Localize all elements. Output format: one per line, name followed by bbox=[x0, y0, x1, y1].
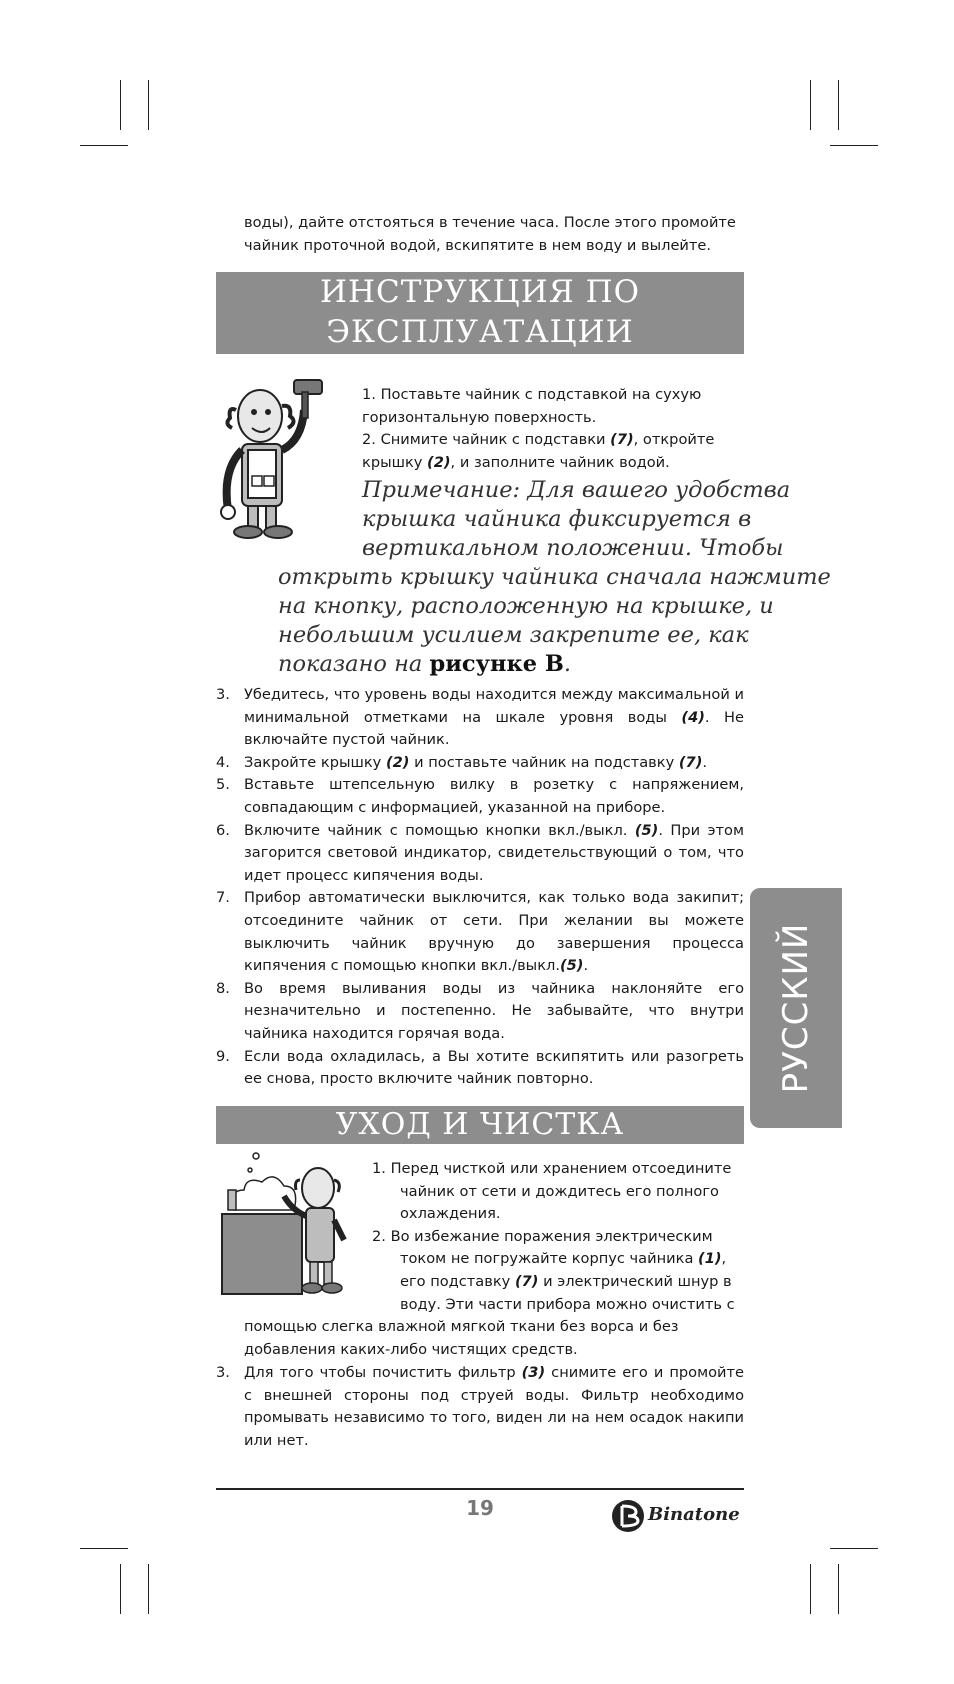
note-line-5: на кнопку, расположенную на крышке, и bbox=[278, 593, 774, 619]
clean-2-line-c: его подставку (7) и электрический шнур в bbox=[400, 1272, 732, 1290]
section-title-operation bbox=[216, 272, 744, 354]
brand-logo-icon bbox=[608, 1496, 648, 1536]
list-item: 5. Вставьте штепсельную вилку в розетку с напряжением, совпадающим с информацией, указанной на приборе. bbox=[216, 776, 744, 816]
list-item: 9. Если вода охладилась, а Вы хотите вскипятить или разогреть ее снова, просто включите чайник повторно. bbox=[216, 1047, 744, 1088]
section-title-line-1: ИНСТРУКЦИЯ ПО bbox=[319, 274, 641, 310]
list-item: 3. Для того чтобы почистить фильтр (3) снимите его и промойте с внешней стороны под струей воды. Фильтр необходимо промывать независимо то того, виден ли на нем осадок накипи или нет. bbox=[216, 1364, 744, 1449]
brand-logo bbox=[608, 1496, 748, 1536]
crop-mark bbox=[830, 145, 878, 146]
intro-line-2: чайник проточной водой, вскипятите в нем воду и вылейте. bbox=[244, 236, 712, 254]
language-tab bbox=[750, 888, 842, 1128]
list-item: 6. Включите чайник с помощью кнопки вкл./выкл. (5). При этом загорится световой индикатор, свидетельствующий о том, что идет процесс кипячения воды. bbox=[216, 821, 744, 884]
section-title-line-2: ЭКСПЛУАТАЦИИ bbox=[326, 314, 634, 350]
note-line-7: показано на рисунке В. bbox=[278, 651, 572, 677]
intro-paragraph bbox=[244, 212, 744, 257]
clean-2-line-d: воду. Эти части прибора можно очистить с bbox=[400, 1295, 735, 1313]
cleaning-step-2-continued bbox=[244, 1316, 744, 1361]
list-item: 4. Закройте крышку (2) и поставьте чайник на подставку (7). bbox=[216, 753, 708, 771]
steps-list bbox=[216, 684, 744, 1091]
crop-mark bbox=[838, 80, 839, 130]
step-1-line-b: горизонтальную поверхность. bbox=[362, 408, 597, 426]
cleaning-steps-list bbox=[216, 1362, 744, 1452]
crop-mark bbox=[830, 1548, 878, 1549]
note-line-6: небольшим усилием закрепите ее, как bbox=[278, 622, 749, 648]
note-line-1: Примечание: Для вашего удобства bbox=[362, 477, 791, 503]
clean-1-line-b: чайник от сети и дождитесь его полного bbox=[400, 1182, 719, 1200]
clean-2-line-b: током не погружайте корпус чайника (1), bbox=[400, 1250, 727, 1268]
cleaning-steps-1-2 bbox=[372, 1158, 744, 1316]
clean-2-line-e: помощью слегка влажной мягкой ткани без ворса и без bbox=[244, 1318, 679, 1335]
list-item: 8. Во время выливания воды из чайника наклоняйте его незначительно и постепенно. Не забывайте, что внутри чайника находится горячая вода. bbox=[216, 979, 744, 1042]
crop-mark bbox=[810, 1564, 811, 1614]
cleaning-kettle-illustration bbox=[214, 1150, 354, 1300]
crop-mark bbox=[120, 1564, 121, 1614]
crop-mark bbox=[148, 80, 149, 130]
clean-2-line-f: добавления каких-либо чистящих средств. bbox=[244, 1340, 578, 1358]
crop-mark bbox=[80, 145, 128, 146]
clean-2-line-a: 2. Во избежание поражения электрическим bbox=[372, 1227, 713, 1245]
footer-rule bbox=[216, 1488, 744, 1490]
crop-mark bbox=[120, 80, 121, 130]
note-line-4: открыть крышку чайника сначала нажмите bbox=[278, 564, 831, 590]
brand-logo-text: Binatone bbox=[648, 1504, 740, 1525]
clean-1-line-a: 1. Перед чисткой или хранением отсоедините bbox=[372, 1160, 732, 1177]
note-line-2: крышка чайника фиксируется в bbox=[362, 506, 752, 532]
page-number: 19 bbox=[466, 1496, 494, 1520]
step-2-line-b: крышку (2), и заполните чайник водой. bbox=[362, 453, 670, 471]
crop-mark bbox=[148, 1564, 149, 1614]
clean-1-line-c: охлаждения. bbox=[400, 1205, 501, 1223]
intro-line-1: воды), дайте отстояться в течение часа. После этого промойте bbox=[244, 214, 736, 231]
step-2-line-a: 2. Снимите чайник с подставки (7), откройте bbox=[362, 431, 715, 449]
crop-mark bbox=[810, 80, 811, 130]
step-1-line-a: 1. Поставьте чайник с подставкой на сухую bbox=[362, 386, 702, 403]
note-line-3: вертикальном положении. Чтобы bbox=[362, 535, 784, 561]
list-item: 7. Прибор автоматически выключится, как только вода закипит; отсоедините чайник от сети. При желании вы можете выключить чайник вручную до завершения процесса кипячения с помощью кнопки вкл./выкл.(5). bbox=[216, 889, 744, 975]
list-item: 3. Убедитесь, что уровень воды находится между максимальной и минимальной отметками на шкале уровня воды (4). Не включайте пустой чайник. bbox=[216, 686, 745, 749]
section-title-care-cleaning: УХОД И ЧИСТКА bbox=[216, 1106, 744, 1144]
steps-1-2 bbox=[362, 384, 744, 474]
crop-mark bbox=[838, 1564, 839, 1614]
crop-mark bbox=[80, 1548, 128, 1549]
worker-with-hammer-illustration bbox=[212, 376, 362, 542]
language-tab-label: РУССКИЙ bbox=[776, 922, 816, 1094]
